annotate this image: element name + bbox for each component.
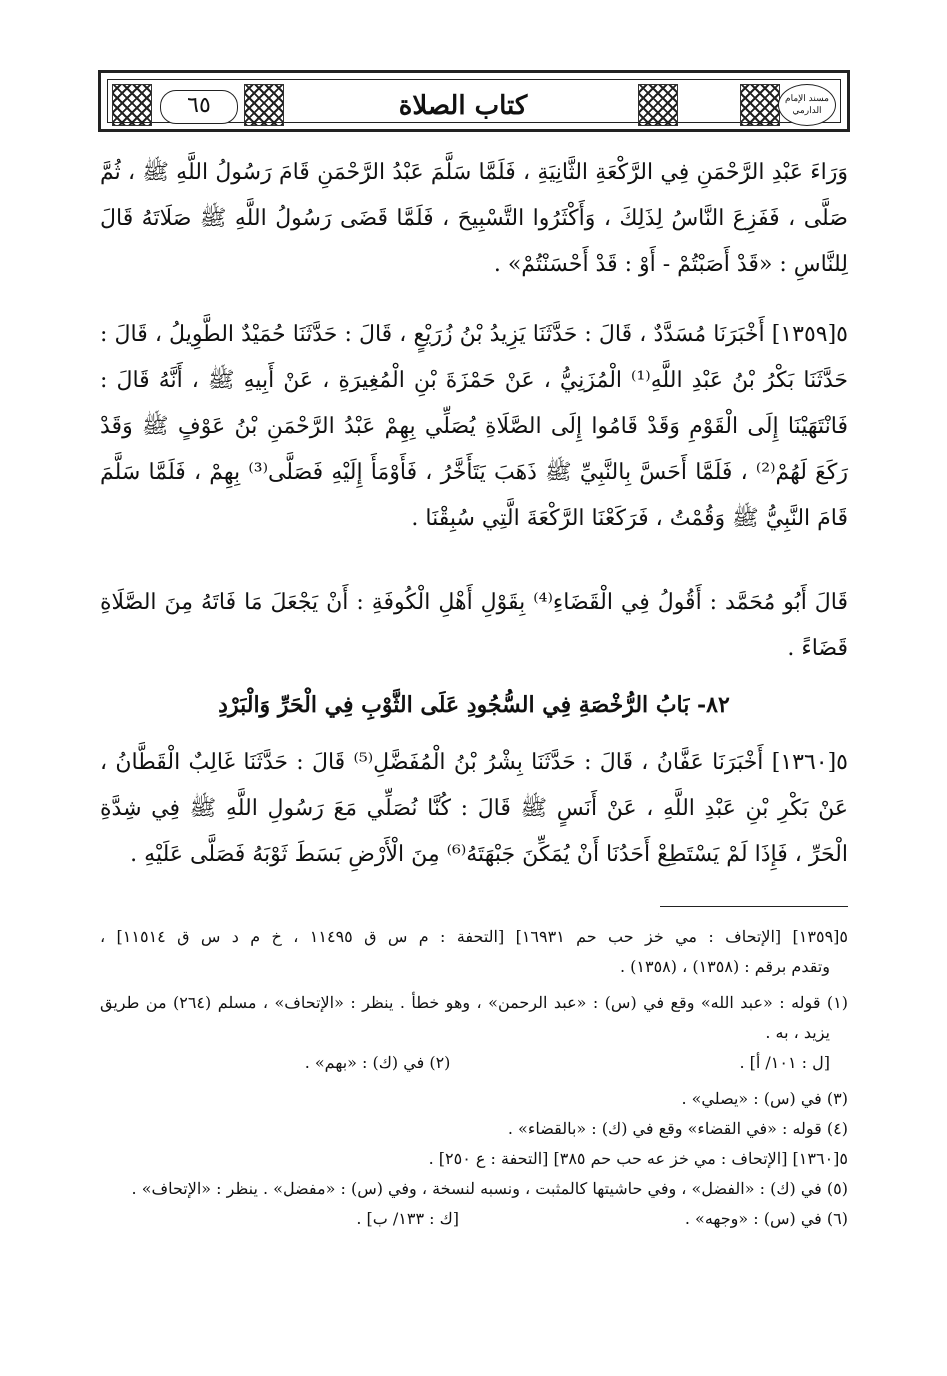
footnote-line: (٤) قوله : «في القضاء» وقع في (ك) : «بالقضاء» . <box>507 1119 848 1138</box>
text-line: ٥[١٣٦٠] أَخْبَرَنَا عَفَّانُ ، قَالَ : حَدَّثَنَا بِشْرُ بْنُ الْمُفَضَّلِ⁽⁵⁾ قَالَ : حَدَّثَنَا غَالِبٌ الْقَطَّانُ ، <box>100 750 848 775</box>
footnote-line: (٥) في (ك) : «الفضل» ، وفي حاشيتها كالمثبت ، ونسبه لنسخة ، وفي (س) : «مفضل» . ينظر : «الإتحاف» . <box>131 1179 848 1198</box>
ornament-icon <box>244 84 284 126</box>
footnote-line: (٢) في (ك) : «بهم» . <box>304 1053 451 1072</box>
footnote-row <box>100 1204 848 1234</box>
ornament-icon <box>112 84 152 126</box>
footnote-line: (١) قوله : «عبد الله» وقع في (س) : «عبد الرحمن» ، وهو خطأ . ينظر : «الإتحاف» ، مسلم (٢٦٤) من طريق <box>100 993 848 1012</box>
ornament-icon <box>740 84 780 126</box>
text-line: رَكَعَ لَهُمْ⁽²⁾ ، فَلَمَّا أَحَسَّ بِالنَّبِيِّ ﷺ ذَهَبَ يَتَأَخَّرُ ، فَأَوْمَأَ إِلَيْهِ فَصَلَّى⁽³⁾ بِهِمْ ، فَلَمَّا سَلَّمَ <box>100 460 848 485</box>
footnote-line: (٣) في (س) : «يصلي» . <box>681 1089 848 1108</box>
paragraph-continuation <box>100 150 848 288</box>
chapter-heading: ٨٢- بَابُ الرُّخْصَةِ فِي السُّجُودِ عَلَى الثَّوْبِ فِي الْحَرِّ وَالْبَرْدِ <box>218 692 730 718</box>
header-inner-frame <box>107 79 841 123</box>
footnote-row <box>100 1048 848 1078</box>
author-comment <box>100 580 848 672</box>
text-line: وَرَاءَ عَبْدِ الرَّحْمَنِ فِي الرَّكْعَةِ الثَّانِيَةِ ، فَلَمَّا سَلَّمَ عَبْدُ الرَّحْمَنِ قَامَ رَسُولُ اللَّهِ ﷺ ، ثُمَّ <box>100 160 848 185</box>
text-line: ٥[١٣٥٩] أَخْبَرَنَا مُسَدَّدٌ ، قَالَ : حَدَّثَنَا يَزِيدُ بْنُ زُرَيْعٍ ، قَالَ : حَدَّثَنَا حُمَيْدٌ الطَّوِيلُ ، قَالَ : <box>100 322 848 347</box>
ornament-icon <box>638 84 678 126</box>
hadith-1360 <box>100 740 848 878</box>
text-line: صَلَّى ، فَفَزِعَ النَّاسُ لِذَلِكَ ، وَأَكْثَرُوا التَّسْبِيحَ ، فَلَمَّا قَضَى رَسُولُ اللَّهِ ﷺ صَلَاتَهُ قَالَ <box>100 206 848 231</box>
text-line: قَالَ أَبُو مُحَمَّد : أَقُولُ فِي الْقَضَاءِ⁽⁴⁾ بِقَوْلِ أَهْلِ الْكُوفَةِ : أَنْ يَجْعَلَ مَا فَاتَهُ مِنَ الصَّلَاةِ <box>100 590 848 615</box>
text-line: قَامَ النَّبِيُّ ﷺ وَقُمْتُ ، فَرَكَعْنَا الرَّكْعَةَ الَّتِي سُبِقْنَا . <box>411 506 848 531</box>
book-stamp-logo: مسند الإمام الدارمي <box>778 84 836 126</box>
manuscript-marker: [ك : ١٣٣/ ب] . <box>356 1209 460 1228</box>
page-number: ٦٥ <box>160 90 238 124</box>
hadith-1359 <box>100 312 848 542</box>
text-line: لِلنَّاسِ : «قَدْ أَصَبْتُمْ - أَوْ : قَدْ أَحْسَنْتُمْ» . <box>493 252 848 277</box>
footnote-divider <box>660 906 848 907</box>
text-line: حَدَّثَنَا بَكْرُ بْنُ عَبْدِ اللَّهِ⁽¹⁾ الْمُزَنِيُّ ، عَنْ حَمْزَةَ بْنِ الْمُغِيرَةِ ، عَنْ أَبِيهِ ﷺ ، أَنَّهُ قَالَ : <box>100 368 848 393</box>
manuscript-marker: [ل : ١٠١/ أ] . <box>739 1053 830 1072</box>
page-title: كتاب الصلاة <box>398 91 528 121</box>
footnote-line: ٥[١٣٥٩] [الإتحاف : مي خز حب حم ١٦٩٣١] [التحفة : م س ق ١١٤٩٥ ، خ م د س ق ١١٥١٤] ، <box>100 927 849 946</box>
footnote-line: يزيد ، به . <box>765 1023 830 1042</box>
footnote-line: وتقدم برقم : (١٣٥٨) ، (١٣٥٨) . <box>619 957 830 976</box>
page-header <box>98 70 850 132</box>
text-line: عَنْ بَكْرِ بْنِ عَبْدِ اللَّهِ ، عَنْ أَنَسٍ ﷺ قَالَ : كُنَّا نُصَلِّي مَعَ رَسُولِ اللَّهِ ﷺ فِي شِدَّةِ <box>100 796 848 821</box>
text-line: فَانْتَهَيْنَا إِلَى الْقَوْمِ وَقَدْ قَامُوا إِلَى الصَّلَاةِ يُصَلِّي بِهِمْ عَبْدُ الرَّحْمَنِ بْنُ عَوْفٍ ﷺ وَقَدْ <box>100 414 848 439</box>
footnote-line: (٦) في (س) : «وجهه» . <box>684 1209 848 1228</box>
footnotes <box>100 922 848 1234</box>
text-line: الْحَرِّ ، فَإِذَا لَمْ يَسْتَطِعْ أَحَدُنَا أَنْ يُمَكِّنَ جَبْهَتَهُ⁽⁶⁾ مِنَ الْأَرْضِ بَسَطَ ثَوْبَهُ فَصَلَّى عَلَيْهِ . <box>130 842 848 867</box>
footnote-line: ٥[١٣٦٠] [الإتحاف : مي خز عه حب حم ٣٨٥] [التحفة : ع ٢٥٠] . <box>428 1149 848 1168</box>
text-line: قَضَاءً . <box>787 636 848 661</box>
